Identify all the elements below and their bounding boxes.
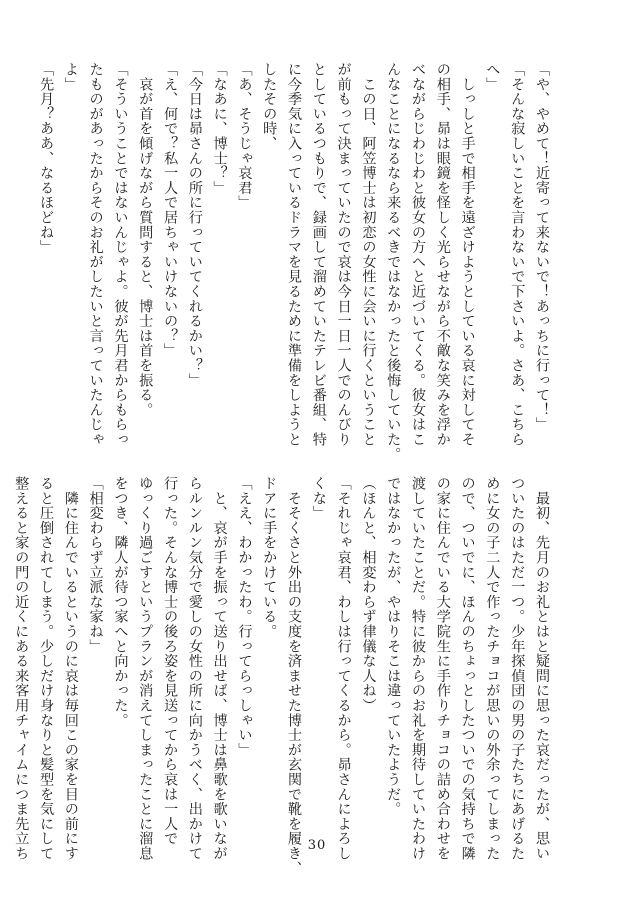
text-line: らルンルン気分で愛しの女性の所に向かうべく、出かけて: [186, 476, 203, 861]
text-line: へ」: [484, 62, 501, 92]
text-line: 最初、先月のお礼とはと疑問に思った哀だったが、思い: [534, 476, 550, 861]
text-line: したその時、: [261, 62, 278, 151]
text-line: 「あ、そうじゃ哀君」: [236, 62, 253, 210]
text-line: 「先月？ああ、なるほどね」: [38, 62, 55, 255]
text-line: 「そういうことではないんじゃよ。彼が先月君からもらっ: [112, 62, 129, 447]
text-line: としているつもりで、録画して溜めていたテレビ番組、特: [310, 62, 327, 447]
text-line: べながらじわじわと彼女の方へと近づいてくる。彼女はこ: [410, 62, 427, 447]
text-line: 渡していたことだ。特に彼からのお礼を期待していたわけ: [410, 476, 427, 861]
text-line: よ」: [62, 62, 79, 92]
text-line: この日、阿笠博士は初恋の女性に会いに行くということ: [360, 62, 377, 447]
text-line: 行った。そんな博士の後ろ姿を見送ってから哀は一人で: [162, 476, 179, 846]
text-line: の家に住んでいる大学院生に手作りチョコの詰め合わせを: [434, 476, 451, 861]
text-line: 哀が首を傾げながら質問すると、博士は首を振る。: [137, 62, 154, 418]
text-line: ドアに手をかけている。: [261, 476, 278, 639]
text-line: ついたのはただ一つ。少年探偵団の男の子たちにあげるた: [509, 476, 526, 861]
text-line: 「相変わらず立派な家ね」: [87, 476, 104, 654]
text-line: くな」: [310, 476, 327, 521]
lower-text-block: [8, 476, 554, 876]
page-number: 30: [307, 838, 327, 853]
text-line: 「今日は昴さんの所に行っていてくれるかい？」: [186, 62, 203, 388]
text-line: ではなかったが、やはりそこは違っていたようだ。: [385, 476, 402, 817]
text-line: が前もって決まっていたので哀は今日一日一人でのんびり: [335, 62, 352, 447]
text-line: 「や、やめて！近寄って来ないで！あっちに行って！」: [534, 62, 550, 432]
text-line: 「ええ、わかったわ。行ってらっしゃい」: [236, 476, 253, 758]
text-line: 「え、何で？私一人で居ちゃいけないの？」: [162, 62, 179, 358]
text-line: 「そんな寂しいことを言わないで下さいよ。さあ、こちら: [509, 62, 526, 447]
text-line: 「なあに、博士？」: [211, 62, 228, 196]
text-line: 「それじゃ哀君、わしは行ってくるから。昴さんによろし: [335, 476, 352, 861]
text-line: （ほんと、相変わらず律儀な人ね）: [360, 476, 377, 713]
text-line: ゆっくり過ごすというプランが消えてしまったことに溜息: [137, 476, 154, 861]
text-line: んなことになるなら来るべきではなかったと後悔していた。: [385, 62, 402, 462]
text-line: をつき、隣人が待つ家へと向かった。: [112, 476, 129, 728]
text-line: 隣に住んでいるというのに哀は毎回この家を目の前にす: [62, 476, 79, 861]
text-line: ので、ついでに、ほんのちょっとしたついでの気持ちで隣: [459, 476, 476, 861]
text-line: 整えると家の門の近くにある来客用チャイムにつま先立ち: [13, 476, 30, 861]
text-line: しっしと手で相手を遠ざけようとしている哀に対してそ: [459, 62, 476, 447]
text-line: めに女の子二人で作ったチョコが思いの外余ってしまった: [484, 476, 501, 861]
text-line: たものがあったからそのお礼がしたいと言っていたんじゃ: [87, 62, 104, 447]
text-line: と、哀が手を振って送り出せば、博士は鼻歌を歌いなが: [211, 476, 228, 861]
upper-text-block: [33, 62, 554, 462]
text-line: に今季気に入っているドラマを見るために準備をしようと: [286, 62, 303, 447]
text-line: ると圧倒されてしまう。少しだけ身なりと髪型を気にして: [38, 476, 55, 861]
text-line: そそくさと外出の支度を済ませた博士が玄関で靴を履き、: [286, 476, 303, 876]
text-line: の相手、昴は眼鏡を怪しく光らせながら不敵な笑みを浮か: [434, 62, 451, 447]
